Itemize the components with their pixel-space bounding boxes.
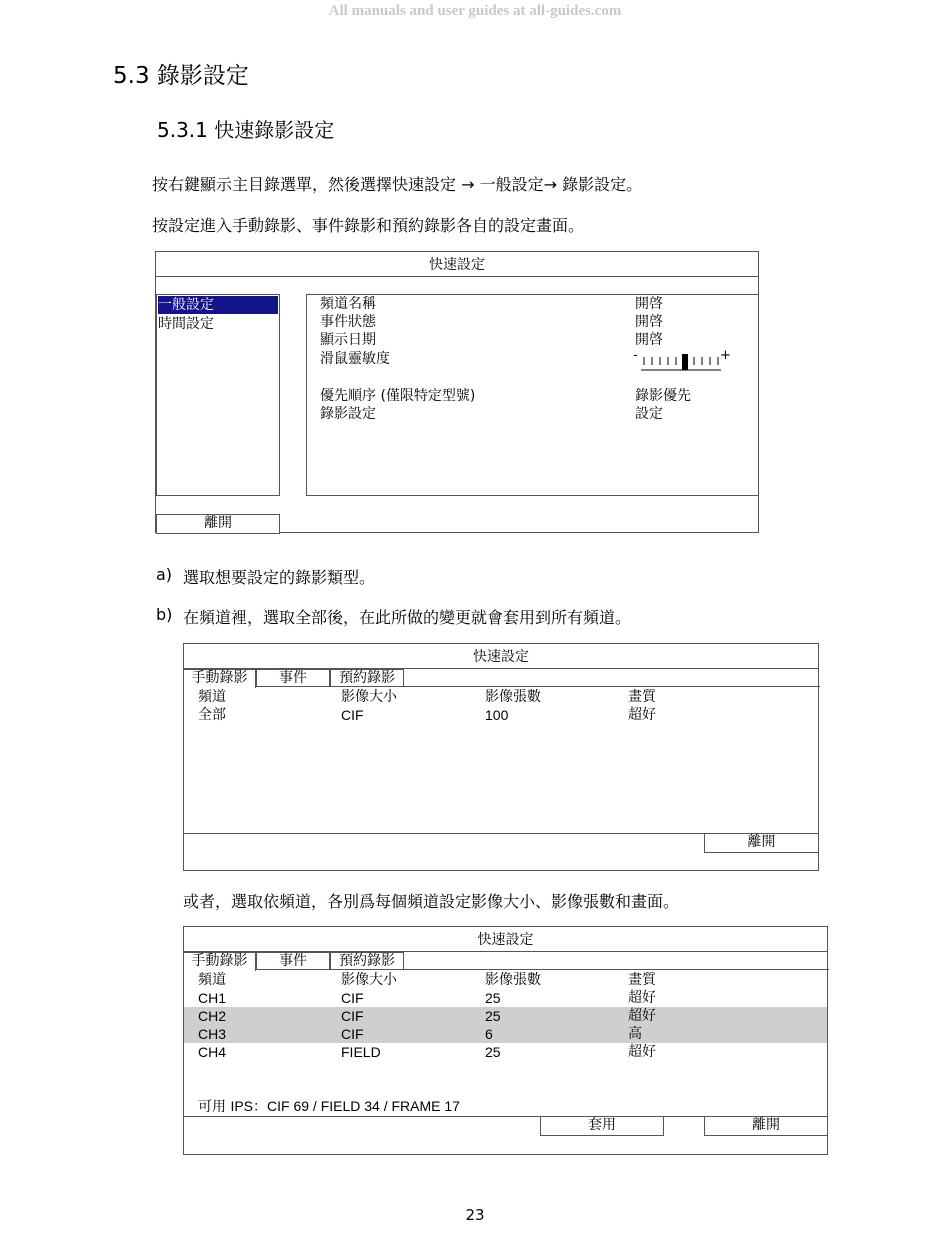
slider-track bbox=[641, 352, 721, 372]
exit-button[interactable]: 離開 bbox=[156, 514, 280, 534]
step-a-text: 選取想要設定的錄影類型。 bbox=[183, 568, 376, 587]
setting-label-channel-name: 頻道名稱 bbox=[320, 296, 376, 312]
intro-line-1: 按右鍵顯示主目錄選單，然後選擇快速設定 → 一般設定→ 錄影設定。 bbox=[152, 175, 643, 194]
ips-prefix: 可用 bbox=[198, 1099, 226, 1115]
table-row-ch1-rate[interactable]: 25 bbox=[485, 990, 501, 1006]
setting-label-event-status: 事件狀態 bbox=[320, 314, 376, 330]
setting-value-record-setup[interactable]: 設定 bbox=[635, 406, 663, 422]
tab-bar bbox=[184, 952, 829, 971]
setting-label-show-date: 顯示日期 bbox=[320, 332, 376, 348]
tab-event[interactable]: 事件 bbox=[256, 669, 330, 687]
setting-label-mouse-sensitivity: 滑鼠靈敏度 bbox=[320, 351, 390, 367]
step-b-text: 在頻道裡，選取全部後，在此所做的變更就會套用到所有頻道。 bbox=[183, 608, 632, 627]
quick-setup-panel-all-channels bbox=[183, 643, 819, 871]
header-channel: 頻道 bbox=[198, 972, 226, 988]
watermark: All manuals and user guides at all-guides.com bbox=[328, 3, 622, 19]
cell-frame-rate[interactable]: 100 bbox=[485, 707, 509, 723]
tab-underline bbox=[404, 686, 820, 687]
slider-plus: + bbox=[720, 348, 731, 363]
intro-line-2: 按設定進入手動錄影、事件錄影和預約錄影各自的設定畫面。 bbox=[152, 216, 585, 235]
apply-button[interactable]: 套用 bbox=[540, 1116, 664, 1136]
table-row-ch2-size[interactable]: CIF bbox=[341, 1008, 364, 1024]
tab-schedule-record[interactable]: 預約錄影 bbox=[330, 669, 404, 687]
table-row-ch4-quality[interactable]: 超好 bbox=[628, 1044, 656, 1060]
cell-channel-all[interactable]: 全部 bbox=[198, 707, 226, 723]
tab-bar bbox=[184, 669, 820, 688]
panel-title: 快速設定 bbox=[473, 649, 529, 665]
panel-title: 快速設定 bbox=[477, 932, 534, 948]
tab-event[interactable]: 事件 bbox=[256, 952, 330, 970]
priority-label: 優先順序 (僅限特定型號) bbox=[320, 388, 476, 404]
slider-minus: - bbox=[633, 348, 638, 363]
mouse-sensitivity-slider[interactable] bbox=[633, 349, 729, 373]
menu-item-time[interactable]: 時間設定 bbox=[158, 316, 214, 332]
table-row-ch3-quality[interactable]: 高 bbox=[628, 1026, 642, 1042]
header-frame-rate: 影像張數 bbox=[485, 689, 541, 705]
table-row-ch3-channel[interactable]: CH3 bbox=[198, 1026, 227, 1042]
setting-label-record-setup: 錄影設定 bbox=[320, 406, 376, 422]
exit-button[interactable]: 離開 bbox=[704, 833, 819, 853]
settings-menu bbox=[156, 294, 280, 496]
header-image-size: 影像大小 bbox=[341, 972, 397, 988]
table-row-ch4-size[interactable]: FIELD bbox=[341, 1044, 381, 1060]
quick-setup-panel-general bbox=[155, 251, 759, 533]
table-row-ch3-size[interactable]: CIF bbox=[341, 1026, 364, 1042]
setting-value-event-status[interactable]: 開啓 bbox=[635, 314, 663, 330]
menu-item-general[interactable]: 一般設定 bbox=[158, 296, 278, 314]
table-row-ch3-rate[interactable]: 6 bbox=[485, 1026, 493, 1042]
cell-image-size[interactable]: CIF bbox=[341, 707, 364, 723]
setting-label-priority bbox=[320, 387, 475, 405]
table-row-ch4-channel[interactable]: CH4 bbox=[198, 1044, 227, 1060]
header-image-size: 影像大小 bbox=[341, 689, 397, 705]
table-row-ch1-channel[interactable]: CH1 bbox=[198, 990, 227, 1006]
tab-manual-record[interactable]: 手動錄影 bbox=[184, 952, 256, 971]
setting-value-priority[interactable]: 錄影優先 bbox=[635, 388, 691, 404]
slider-knob bbox=[682, 354, 688, 370]
table-row-ch2-rate[interactable]: 25 bbox=[485, 1008, 501, 1024]
table-row-ch2-channel[interactable]: CH2 bbox=[198, 1008, 227, 1024]
setting-value-show-date[interactable]: 開啓 bbox=[635, 332, 663, 348]
tab-schedule-record[interactable]: 預約錄影 bbox=[330, 952, 404, 970]
step-b-marker: b) bbox=[156, 605, 173, 624]
tab-manual-record[interactable]: 手動錄影 bbox=[184, 669, 256, 688]
ips-values: IPS：CIF 69 / FIELD 34 / FRAME 17 bbox=[230, 1098, 460, 1114]
selected-rows-highlight bbox=[184, 1007, 827, 1043]
header-quality: 畫質 bbox=[628, 972, 656, 988]
or-text: 或者，選取依頻道，各別爲每個頻道設定影像大小、影像張數和畫面。 bbox=[183, 892, 680, 911]
cell-quality[interactable]: 超好 bbox=[628, 707, 656, 723]
header-frame-rate: 影像張數 bbox=[485, 972, 541, 988]
setting-value-channel-name[interactable]: 開啓 bbox=[635, 296, 663, 312]
table-row-ch1-quality[interactable]: 超好 bbox=[628, 990, 656, 1006]
tab-underline bbox=[404, 969, 829, 970]
title-divider bbox=[156, 276, 758, 277]
available-ips bbox=[198, 1097, 460, 1116]
subsection-title: 5.3.1 快速錄影設定 bbox=[157, 118, 335, 142]
page-number: 23 bbox=[465, 1206, 485, 1224]
table-row-ch1-size[interactable]: CIF bbox=[341, 990, 364, 1006]
table-row-ch2-quality[interactable]: 超好 bbox=[628, 1008, 656, 1024]
header-quality: 畫質 bbox=[628, 689, 656, 705]
panel-title: 快速設定 bbox=[429, 257, 485, 273]
step-a-marker: a) bbox=[156, 565, 173, 584]
quick-setup-panel-per-channel bbox=[183, 926, 828, 1155]
exit-button[interactable]: 離開 bbox=[704, 1116, 828, 1136]
header-channel: 頻道 bbox=[198, 689, 226, 705]
settings-content bbox=[306, 294, 759, 496]
table-row-ch4-rate[interactable]: 25 bbox=[485, 1044, 501, 1060]
section-title: 5.3 錄影設定 bbox=[113, 63, 249, 89]
